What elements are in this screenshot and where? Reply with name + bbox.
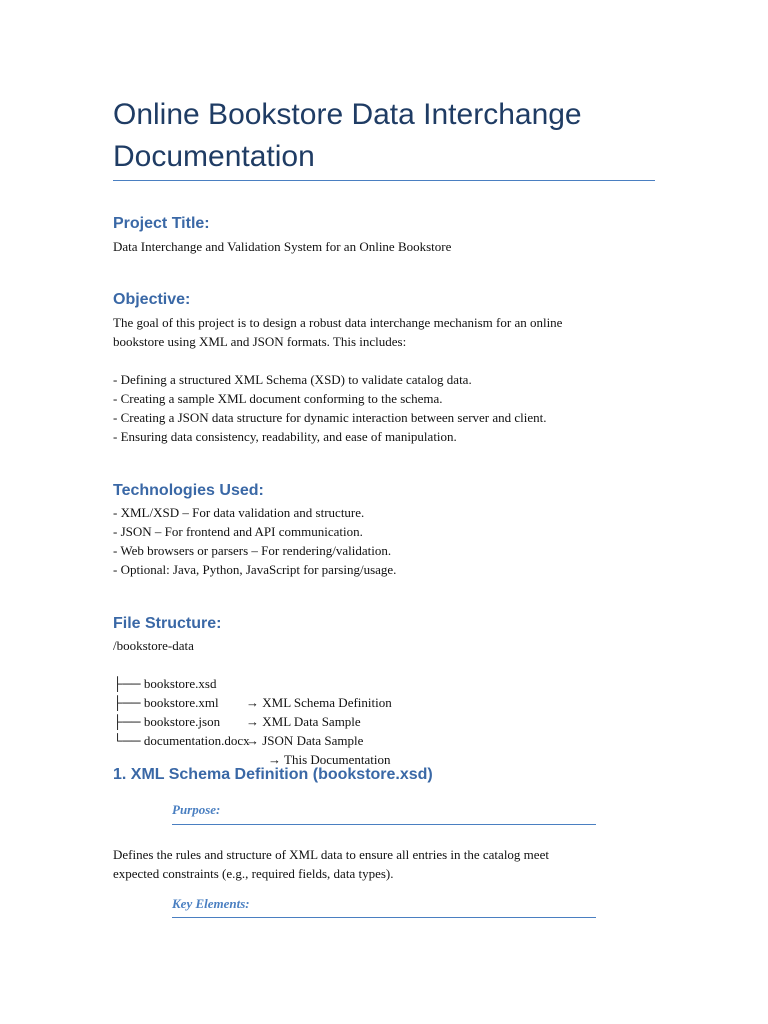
objective-item: - Creating a JSON data structure for dynamic interaction between server and client.: [113, 410, 547, 425]
file-entry-desc: → JSON Data Sample: [246, 733, 364, 748]
technologies-heading: Technologies Used:: [113, 482, 264, 499]
purpose-text: [113, 845, 633, 883]
xsd-section-heading: 1. XML Schema Definition (bookstore.xsd): [113, 766, 433, 783]
file-structure-tree: [113, 636, 633, 767]
file-entry-name: ├── bookstore.xsd: [113, 676, 217, 691]
title-underline: [113, 180, 655, 181]
file-entry-desc: → XML Schema Definition: [246, 695, 392, 710]
document-title: Online Bookstore Data Interchange Documentation: [113, 98, 582, 173]
file-entry-desc: → This Documentation: [268, 752, 391, 767]
key-elements-heading: Key Elements:: [172, 896, 250, 911]
technologies-list: [113, 503, 633, 579]
objective-item: - Ensuring data consistency, readability, and ease of manipulation.: [113, 429, 457, 444]
file-entry-desc: → XML Data Sample: [246, 714, 361, 729]
objective-intro: [113, 313, 633, 351]
objective-list: [113, 370, 633, 446]
technology-item: - XML/XSD – For data validation and structure.: [113, 505, 365, 520]
objective-item: - Creating a sample XML document conforming to the schema.: [113, 391, 443, 406]
file-entry-name: └── documentation.docx: [113, 733, 250, 748]
project-title-text: Data Interchange and Validation System for an Online Bookstore: [113, 239, 452, 254]
purpose-line: expected constraints (e.g., required fields, data types).: [113, 866, 394, 881]
purpose-line: Defines the rules and structure of XML data to ensure all entries in the catalog meet: [113, 847, 549, 862]
purpose-underline: [172, 824, 596, 825]
objective-heading: Objective:: [113, 291, 191, 308]
file-entry-name: ├── bookstore.json: [113, 714, 221, 729]
objective-intro-line: bookstore using XML and JSON formats. This includes:: [113, 334, 407, 349]
key-elements-underline: [172, 917, 596, 918]
objective-intro-line: The goal of this project is to design a robust data interchange mechanism for an online: [113, 315, 563, 330]
technology-item: - Optional: Java, Python, JavaScript for parsing/usage.: [113, 562, 397, 577]
purpose-heading: Purpose:: [172, 802, 221, 817]
technology-item: - JSON – For frontend and API communication.: [113, 524, 363, 539]
file-structure-heading: File Structure:: [113, 615, 222, 632]
project-title-heading: Project Title:: [113, 215, 210, 232]
file-entry-name: ├── bookstore.xml: [113, 695, 219, 710]
objective-item: - Defining a structured XML Schema (XSD) to validate catalog data.: [113, 372, 472, 387]
technology-item: - Web browsers or parsers – For rendering/validation.: [113, 543, 392, 558]
file-structure-root: /bookstore-data: [113, 638, 194, 653]
